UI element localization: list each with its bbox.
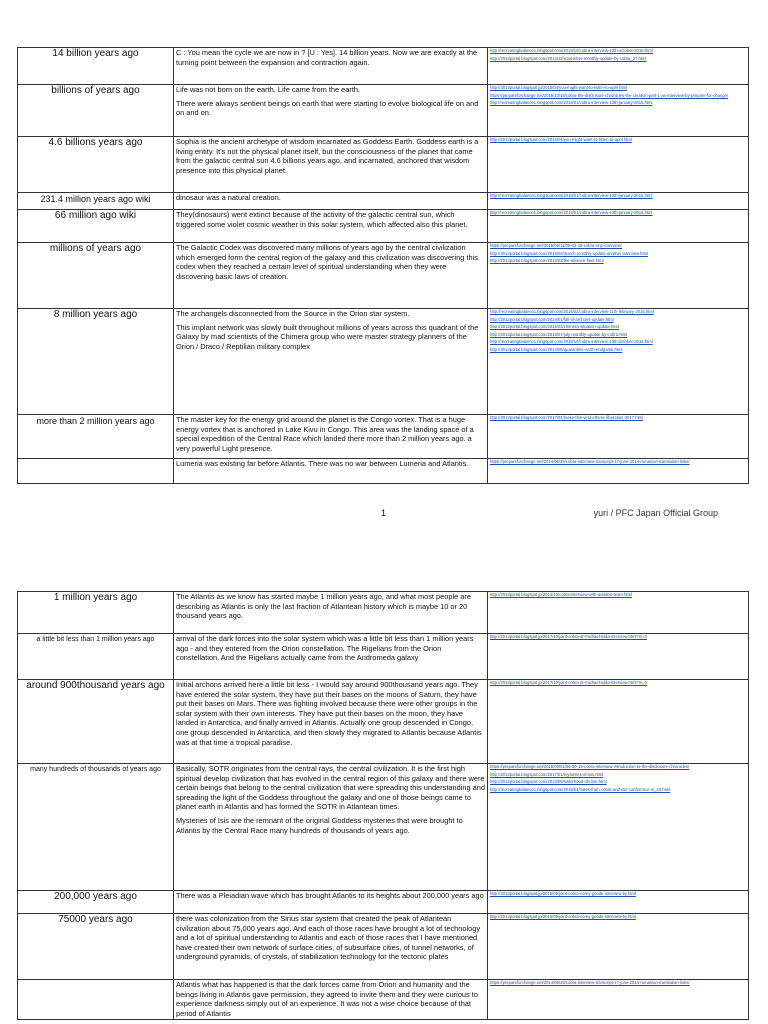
table-row [18, 85, 749, 137]
description-cell [174, 137, 488, 193]
table-row [18, 193, 749, 210]
description-paragraph: The Atlantis as we know has started maybe 1 million years ago, and what most people are describing as Atlantis is only the last fraction of Atlantean history which is maybe 10 or 20 thousand years ago. [176, 592, 471, 621]
table-row [18, 592, 749, 634]
description-cell [174, 680, 488, 764]
description-paragraph: Lumeria was existing far before Atlantis. There was no war between Lumeria and Atlantis. [176, 459, 469, 468]
description-paragraph: There was a Pleiadian wave which has brought Atlantis to its heights about 200,000 years ago [176, 891, 484, 900]
era-cell: 200,000 years ago [18, 891, 174, 914]
description-paragraph: They(dinosaurs) went extinct because of the activity of the galactic central sun, which triggered some violet cosmic weather in this solar system, which affected also this planet. [176, 210, 468, 229]
table-row [18, 634, 749, 680]
page-footer [0, 508, 768, 522]
description-paragraph: This implant network was slowly built throughout millions of years across this quadrant of the Galaxy by mad scientists of the Chimera group who were master strategy planners of the Orion / Draco / Reptilian military complex [176, 322, 479, 351]
table-row [18, 48, 749, 85]
description-cell [174, 634, 488, 680]
source-link[interactable]: https://prepareforchange.net/2016/05/11/05-03-16-cobra-rmp-interview/ [490, 243, 622, 248]
source-link[interactable]: http://2012portal.blogspot.com/2014/12/november-monthly-update-by-cobra_27.html [490, 55, 647, 61]
source-link[interactable]: http://recreatingbalance1.blogspot.com/2015/01/cobra-interview-13th-january-2015.html [490, 100, 653, 106]
table-row [18, 210, 749, 243]
source-link[interactable]: http://2012portal.blogspot.jp/2015/09/joint-cobra-corey-goode-interview-by.html [490, 914, 636, 919]
description-cell [174, 914, 488, 980]
source-cell [488, 243, 749, 309]
source-link[interactable]: http://2012portal.blogspot.com/2013/03/the-alliance-fleet.html [490, 258, 604, 264]
source-cell [488, 634, 749, 680]
source-link[interactable]: http://2012portal.blogspot.com/2017/02/make-this-viral-etheric-liberation-2017.html [490, 415, 644, 420]
source-cell [488, 980, 749, 1020]
table-row [18, 914, 749, 980]
source-link[interactable]: http://2012portal.blogspot.com/2015/04/you-might-want-to-listen-to-april.html [490, 137, 632, 142]
source-link[interactable]: http://2012portal.blogspot.jp/2014/10/cobra-interview-with-aviation-team.html [490, 592, 632, 597]
description-paragraph: there was colonization from the Sirius star system that created the peak of Atlantean civilization about 75,000 years ago. And each of those races have brought a lot of technology and a lot of spiritual understanding to Atlantis and each of those races that I have mentioned have created their own network of surface cities, of subsurface cities, of tunnel networks, of underground pyramids, of crystals, of stabilization technology for the tectonic plates [176, 914, 481, 962]
table-row [18, 415, 749, 459]
source-cell [488, 415, 749, 459]
table-row [18, 764, 749, 891]
source-link[interactable]: http://2012portal.blogspot.com/2014/05/quarantine-earth-endgame.html [490, 346, 623, 352]
description-paragraph: The master key for the energy grid around the planet is the Congo vortex. That is a huge energy vortex that is anchored in Lake Kivu in Congo. This area was the landing space of a special expedition of the Central Race which landed there more than 2 million years ago. a very powerful Light presence. [176, 415, 474, 453]
source-link[interactable]: http://2012portal.blogspot.com/2014/09/sisterhood-of-rose.html [490, 779, 607, 785]
era-cell: more than 2 million years ago [18, 415, 174, 459]
table-row [18, 309, 749, 415]
description-cell [174, 764, 488, 891]
description-cell [174, 309, 488, 415]
era-cell [18, 459, 174, 484]
description-cell [174, 891, 488, 914]
description-cell [174, 459, 488, 484]
era-cell: billions of years ago [18, 85, 174, 137]
description-paragraph: There were always sentient beings on earth that were starting to evolve biological life on and on and on. [176, 98, 479, 118]
table-row [18, 980, 749, 1020]
source-cell [488, 309, 749, 415]
timeline-table-page-2 [17, 591, 749, 1020]
era-cell: 14 billion years ago [18, 48, 174, 85]
source-link[interactable]: http://2012portal.blogspot.com/2015/07/july-monthly-update-by-cobra.html [490, 331, 628, 337]
source-link[interactable]: https://prepareforchange.net/2014/06/29/cobra-interview-transcript-17-june-2014-romanian-translation-links/ [490, 980, 690, 985]
source-link[interactable]: http://2012portal.blogspot.com/2015/03/march-monthly-update-another-interview.html [490, 250, 649, 256]
source-cell [488, 592, 749, 634]
era-cell: a little bit less than 1 million years ago [18, 634, 174, 680]
description-paragraph: Sophia is the ancient archetype of wisdom incarnated as Goddess Earth. Goddess earth is a living entity. It's not the physical planet itself, but the consciousness of the planet that came from the galactic central sun 4.6 billions years ago, and incarnated, anchored that wisdom presence into this physical planet. [176, 137, 479, 175]
description-cell [174, 592, 488, 634]
source-link[interactable]: http://recreatingbalance1.blogspot.com/2015/10/cobra-interview-13th-october-2015.html [490, 339, 653, 345]
source-cell [488, 48, 749, 85]
description-paragraph: The Galactic Codex was discovered many millions of years ago by the central civilization which emerged form the central region of the galaxy and this civilization was discovering this codex when they reached a certain level of spiritual understanding when they were discovering basic laws of creation. [176, 243, 478, 281]
era-cell: 1 million years ago [18, 592, 174, 634]
timeline-table-page-1 [17, 47, 749, 484]
description-paragraph: Life was not born on the earth. Life came from the earth. [176, 85, 361, 94]
source-link[interactable]: http://2012portal.blogspot.com/2014/01/fall-of-archons-update.html [490, 316, 614, 322]
source-cell [488, 193, 749, 210]
description-cell [174, 85, 488, 137]
source-cell [488, 137, 749, 193]
era-cell: 75000 years ago [18, 914, 174, 980]
era-cell: 66 million ago wiki [18, 210, 174, 243]
source-link[interactable]: https://prepareforchange.net/2015/10/18/cobra-the-disclosure-chronicles-the-creation-part-1-an-interview-by-prepare-for-change/ [490, 92, 729, 98]
source-link[interactable]: http://recreatingbalance1.blogspot.com/2015/01/cobra-interview-13th-january-2015.html [490, 210, 653, 215]
source-link[interactable]: http://recreatingbalance1.blogspot.com/2015/01/cobra-interview-13th-january-2015.html [490, 193, 653, 198]
table-row [18, 459, 749, 484]
source-link[interactable]: http://recreatingbalance1.blogspot.com/2015/10/cobra-interview-13th-october-2015.html [490, 48, 653, 53]
description-paragraph: Basically, SOTR originates from the central rays, the central civilization. It is the first high spiritual develop civilization that has evolved in the central region of this galaxy and there were certain beings that belong to the central civilization that were spreading this understanding and spreading the light of the Goddess throughout the galaxy and one of those beings came to planet earth in Atlantis and has formed the SOTR in Atlantean times. [176, 764, 485, 812]
description-cell [174, 48, 488, 85]
era-cell: millions of years ago [18, 243, 174, 309]
description-cell [174, 243, 488, 309]
description-paragraph: Mysteries of Isis are the remnant of the original Goddess mysteries that were brought to Atlantis by the Central Race many hundreds of thousands of years ago. [176, 815, 463, 835]
source-link[interactable]: http://2012portal.blogspot.com/2017/01/mysteries-of-isis.html [490, 771, 604, 777]
era-cell: 231.4 million years ago wiki [18, 193, 174, 210]
description-paragraph: dinosaur was a natural creation. [176, 193, 281, 202]
table-row [18, 891, 749, 914]
source-cell [488, 891, 749, 914]
source-link[interactable]: https://prepareforchange.net/2014/06/29/cobra-interview-transcript-17-june-2014-romanian-translation-links/ [490, 459, 690, 464]
era-cell: many hundreds of thousands of years ago [18, 764, 174, 891]
source-link[interactable]: http://2012portal.blogspot.jp/2015/04/you-might-want-to-listen-to-april.html [490, 85, 628, 90]
description-cell [174, 193, 488, 210]
table-row [18, 137, 749, 193]
description-paragraph: arrival of the dark forces into the solar system which was a little bit less than 1 million years ago - and they entered from the Orion constellation. The Rigelians from the Orion constellation. And the Rigelians actually came from the Andromeda galaxy [176, 634, 474, 663]
era-cell [18, 980, 174, 1020]
source-cell [488, 680, 749, 764]
source-link[interactable]: http://2012portal.blogspot.jp/2015/09/joint-cobra-corey-goode-interview-by.html [490, 891, 636, 896]
description-paragraph: The archangels disconnected from the Source in the Orion star system. [176, 309, 410, 318]
source-link[interactable]: http://recreatingbalance1.blogspot.com/2015/04/notes-from-cobra-and-isis-conference-in_23.html [490, 786, 671, 792]
source-link[interactable]: http://2012portal.blogspot.jp/2017/10/joint-cobra-dr-michael-salla-interview.html?m=0 [490, 680, 647, 685]
group-name: yuri / PFC Japan Official Group [593, 508, 718, 518]
description-paragraph: Atlantis what has happened is that the dark forces came from Orion and humanity and the beings living in Atlantis gave permission, they agreed to invite them and they were curious to experience darkness simply out of an experience. It was not a wise choice because of that period of Atlantis [176, 980, 478, 1018]
description-cell [174, 415, 488, 459]
era-cell: 8 million years ago [18, 309, 174, 415]
source-link[interactable]: http://2012portal.blogspot.jp/2017/10/joint-cobra-dr-michael-salla-interview.html?m=0 [490, 634, 647, 639]
description-cell [174, 210, 488, 243]
source-cell [488, 914, 749, 980]
table-row [18, 680, 749, 764]
era-cell: 4.6 billions years ago [18, 137, 174, 193]
description-paragraph: Initial archons arrived here a little bit less - I would say around 900thousand years ago. They have entered the solar system, they have put their bases on the moons of Saturn, they have put their bases on Mars. There was fighting involved because there were other groups in the solar system with their own interests. They have put their bases on the moon, they have landed in Antarctica, and finally arrived in Atlantis. Actually one group descended in Congo, one group descended in Antarctica, and then slowly they migrated to Atlantis because Atlantis was at that time a tropical paradise. [176, 680, 482, 747]
description-cell [174, 980, 488, 1020]
page-number: 1 [381, 508, 387, 518]
source-link[interactable]: http://2012portal.blogspot.com/2015/03/chimera-situation-update.html [490, 324, 619, 330]
table-row [18, 243, 749, 309]
source-cell [488, 764, 749, 891]
source-link[interactable]: http://recreatingbalance1.blogspot.com/2016/02/cobra-interview-11th-february-2016.html [490, 309, 654, 314]
era-cell: around 900thousand years ago [18, 680, 174, 764]
source-cell [488, 85, 749, 137]
source-cell [488, 210, 749, 243]
source-cell [488, 459, 749, 484]
source-link[interactable]: https://prepareforchange.net/2015/09/01/06-30-15-cobra-interview-introduction-to-the-disclosure-chronicles/ [490, 764, 690, 769]
description-paragraph: C : You mean the cycle we are now in ? [U : Yes]. 14 billion years. Now we are exactly at the turning point between the expansion and contraction again. [176, 48, 478, 67]
